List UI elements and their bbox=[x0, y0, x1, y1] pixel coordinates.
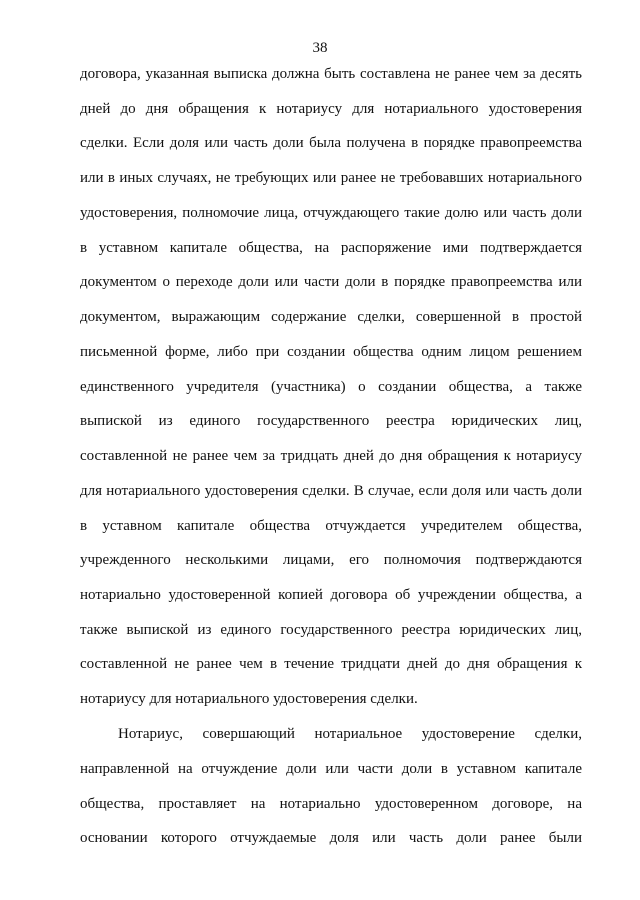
text-line: составленной не ранее чем в течение тридцати дней до дня обращения к bbox=[80, 656, 582, 672]
text-line: документом о переходе доли или части доли в порядке правопреемства или bbox=[80, 274, 582, 290]
paragraph-first-line: Нотариус, совершающий нотариальное удостоверение сделки, bbox=[118, 726, 582, 742]
text-line: составленной не ранее чем за тридцать дней до дня обращения к нотариусу bbox=[80, 448, 582, 464]
text-line: или в иных случаях, не требующих или ранее не требовавших нотариального bbox=[80, 170, 582, 186]
text-line: направленной на отчуждение доли или части доли в уставном капитале bbox=[80, 761, 582, 777]
text-line: учрежденного несколькими лицами, его полномочия подтверждаются bbox=[80, 552, 582, 568]
text-line: для нотариального удостоверения сделки. В случае, если доля или часть доли bbox=[80, 483, 582, 499]
text-line: документом, выражающим содержание сделки, совершенной в простой bbox=[80, 309, 582, 325]
text-line: договора, указанная выписка должна быть составлена не ранее чем за десять bbox=[80, 66, 582, 82]
text-line: удостоверения, полномочие лица, отчуждающего такие долю или часть доли bbox=[80, 205, 582, 221]
text-line: основании которого отчуждаемые доля или часть доли ранее были bbox=[80, 830, 582, 846]
text-line: также выпиской из единого государственного реестра юридических лиц, bbox=[80, 622, 582, 638]
text-line: в уставном капитале общества отчуждается учредителем общества, bbox=[80, 518, 582, 534]
text-line: в уставном капитале общества, на распоряжение ими подтверждается bbox=[80, 240, 582, 256]
text-line: сделки. Если доля или часть доли была получена в порядке правопреемства bbox=[80, 135, 582, 151]
text-line: общества, проставляет на нотариально удостоверенном договоре, на bbox=[80, 796, 582, 812]
text-line: дней до дня обращения к нотариусу для нотариального удостоверения bbox=[80, 101, 582, 117]
text-line: нотариально удостоверенной копией договора об учреждении общества, а bbox=[80, 587, 582, 603]
text-line: единственного учредителя (участника) о создании общества, а также bbox=[80, 379, 582, 395]
text-line: выпиской из единого государственного реестра юридических лиц, bbox=[80, 413, 582, 429]
text-line: нотариусу для нотариального удостоверения сделки. bbox=[80, 691, 418, 707]
text-line: письменной форме, либо при создании общества одним лицом решением bbox=[80, 344, 582, 360]
page-number: 38 bbox=[312, 40, 328, 56]
